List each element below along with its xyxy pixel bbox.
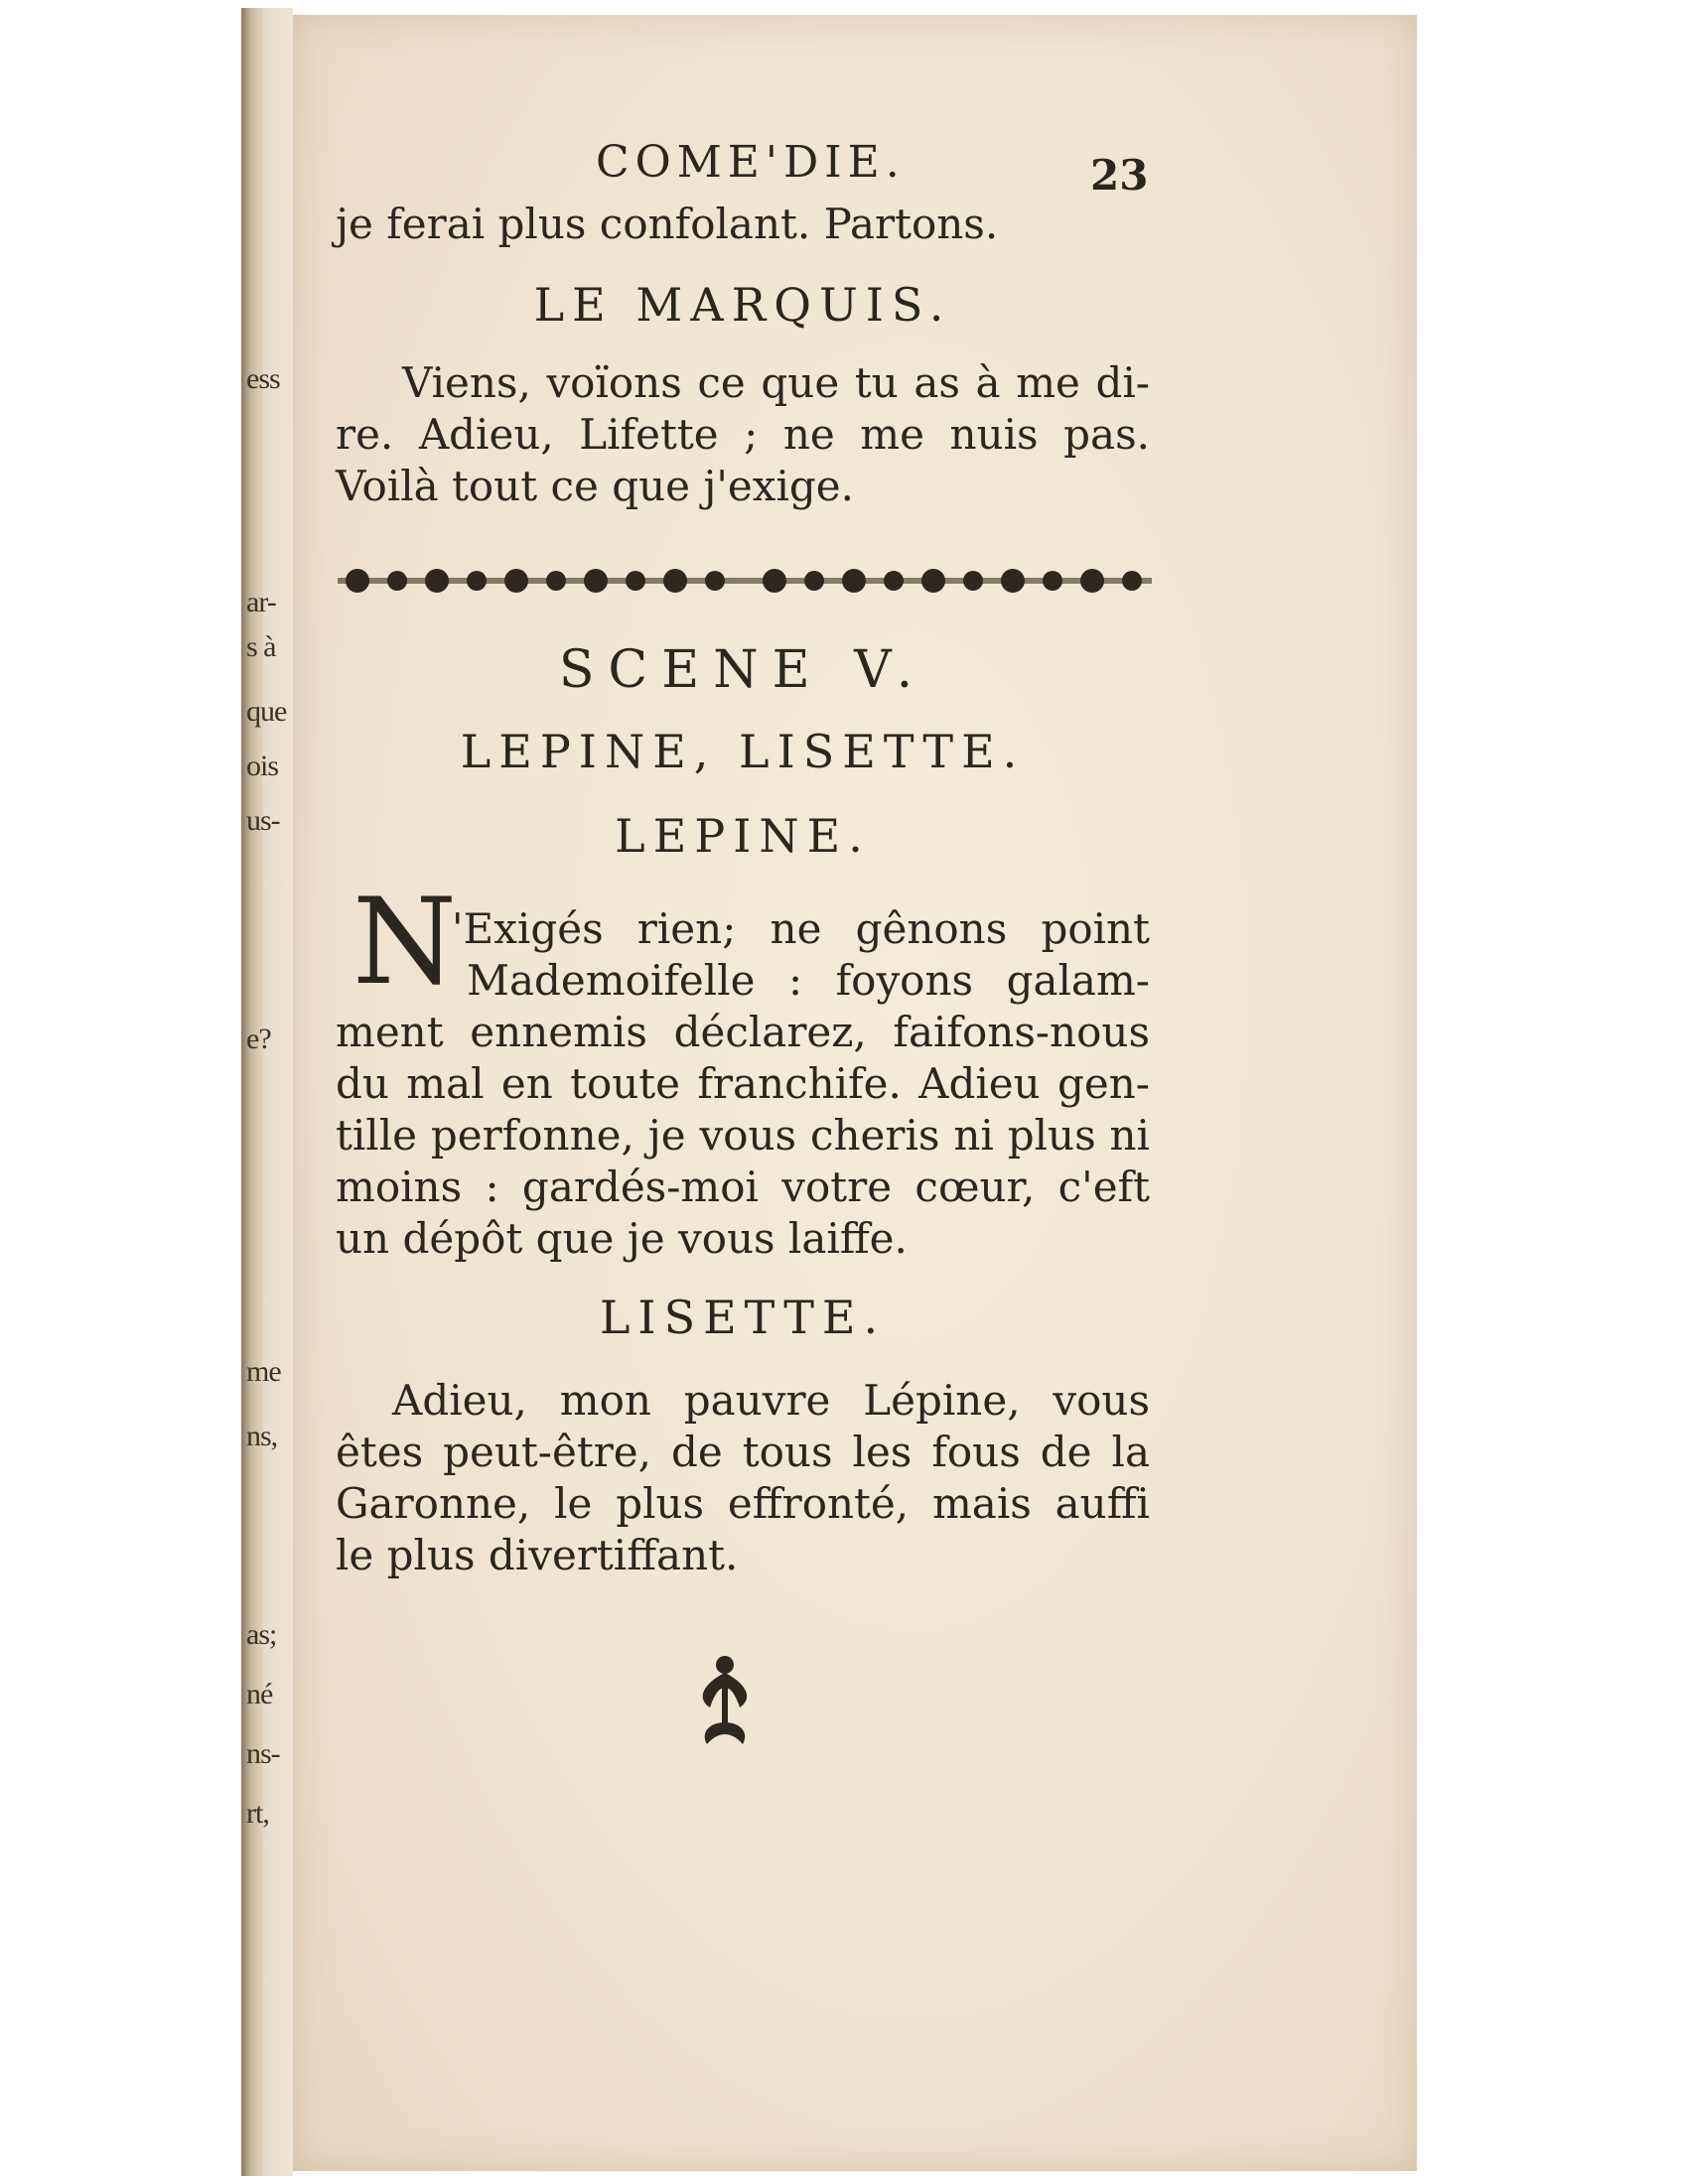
speaker-heading: LEPINE. [615, 809, 871, 863]
text-line: tille perfonne, je vous cheris ni plus ni [336, 1111, 1150, 1160]
text-line: Voilà tout ce que j'exige. [336, 462, 854, 510]
left-page-fragment: us- [246, 804, 280, 837]
text-line: Adieu, mon pauvre Lépine, vous [392, 1376, 1150, 1425]
left-page-fragment: ar- [246, 586, 276, 618]
text-line: Viens, voïons ce que tu as à me di- [402, 358, 1150, 407]
text-line: Mademoifelle : foyons galam- [467, 956, 1150, 1005]
left-page-fragment: né [246, 1678, 273, 1710]
left-page-fragment: ns- [246, 1737, 280, 1770]
speaker-heading: LISETTE. [599, 1291, 887, 1344]
text-line: 'Exigés rien; ne gênons point [452, 904, 1150, 953]
left-page-fragment: ois [246, 750, 279, 782]
text-line: je ferai plus confolant. Partons. [336, 200, 999, 248]
speaker-heading: LE MARQUIS. [533, 278, 952, 332]
text-line: moins : gardés-moi votre cœur, c'eft [336, 1162, 1150, 1211]
drop-cap: N [352, 874, 457, 1012]
text-line: re. Adieu, Lifette ; ne me nuis pas. [336, 410, 1150, 459]
ornamental-band-icon [338, 556, 1152, 606]
left-page-fragment: e? [246, 1023, 271, 1055]
left-page-fragment: me [246, 1355, 281, 1388]
left-page-fragment: ess [246, 362, 280, 395]
left-page-fragment: rt, [246, 1797, 269, 1830]
fleuron-ornament-icon [685, 1653, 765, 1752]
left-page-fragment: as; [246, 1618, 277, 1651]
left-page-fragment: s à [246, 630, 276, 663]
text-line: du mal en toute franchife. Adieu gen- [336, 1059, 1150, 1108]
left-page-fragment: que [246, 695, 287, 728]
text-line: ment ennemis déclarez, faifons-nous [336, 1008, 1150, 1056]
book-spine [241, 8, 263, 2176]
page-number: 23 [1090, 151, 1149, 200]
text-line: Garonne, le plus effronté, mais auffi [336, 1479, 1150, 1528]
text-line: êtes peut-être, de tous les fous de la [336, 1428, 1150, 1476]
text-line: un dépôt que je vous laiffe. [336, 1214, 908, 1263]
left-page-edge [263, 8, 293, 2176]
scene-title: SCENE V. [558, 640, 927, 700]
running-title: COME'DIE. [596, 137, 906, 188]
text-line: le plus divertiffant. [336, 1531, 739, 1579]
characters-heading: LEPINE, LISETTE. [460, 725, 1026, 778]
left-page-fragment: ns, [246, 1420, 278, 1452]
